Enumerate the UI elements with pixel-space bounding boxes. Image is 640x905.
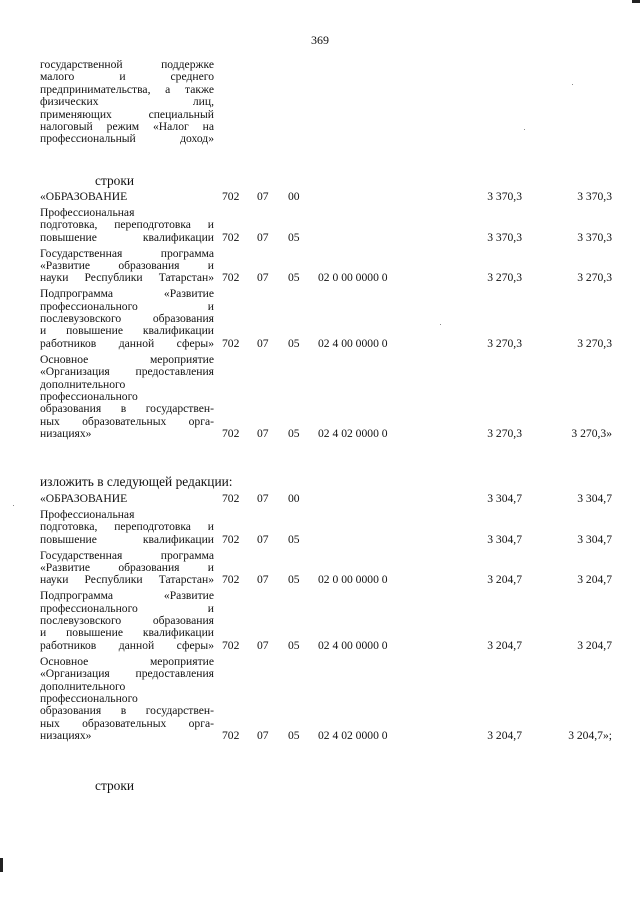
amount-year-2: 3 304,7	[577, 492, 612, 505]
scan-speck	[440, 324, 441, 325]
code-target: 02 0 00 0000 0	[318, 271, 388, 285]
code-section: 07	[257, 573, 269, 587]
amount-year-2: 3 204,7	[577, 638, 612, 652]
text-line: Профессиональная	[40, 507, 135, 521]
text-line: науки Республики Татарстан»	[40, 573, 214, 587]
code-ved: 702	[222, 427, 240, 441]
text-line: работников данной сферы»	[40, 336, 214, 350]
code-subsection: 05	[288, 638, 300, 652]
code-section: 07	[257, 230, 269, 244]
row-description	[40, 248, 214, 285]
amount-year-2: 3 204,7»;	[568, 729, 612, 743]
heading-rows: строки	[95, 173, 135, 188]
row-description	[40, 656, 214, 743]
code-section: 07	[257, 271, 269, 285]
amount-year-1: 3 204,7	[487, 729, 522, 743]
amount-year-1: 3 304,7	[487, 492, 522, 505]
amount-year-1: 3 304,7	[487, 532, 522, 546]
row-description	[40, 590, 214, 652]
text-line: «ОБРАЗОВАНИЕ	[40, 492, 128, 505]
scan-edge-mark	[632, 0, 640, 3]
text-line: «Организация предоставления	[40, 365, 214, 379]
text-line: «Развитие образования и	[40, 258, 214, 272]
row-description	[40, 191, 214, 203]
amount-year-2: 3 270,3	[577, 271, 612, 285]
text-line: налоговый режим «Налог на	[40, 119, 214, 133]
row-description	[40, 550, 214, 587]
amount-year-1: 3 270,3	[487, 336, 522, 350]
code-target: 02 0 00 0000 0	[318, 573, 388, 587]
row-description	[40, 493, 214, 505]
code-section: 07	[257, 336, 269, 350]
heading-edit: изложить в следующей редакции:	[40, 474, 233, 489]
amount-year-2: 3 304,7	[577, 532, 612, 546]
code-subsection: 00	[288, 492, 300, 505]
text-line: повышение квалификации	[40, 532, 214, 546]
text-line: «Развитие образования и	[40, 560, 214, 574]
text-line: и повышение квалификации	[40, 324, 214, 338]
code-subsection: 00	[288, 190, 300, 203]
code-ved: 702	[222, 336, 240, 350]
code-ved: 702	[222, 638, 240, 652]
text-line: Подпрограмма «Развитие	[40, 287, 214, 301]
code-subsection: 05	[288, 336, 300, 350]
text-line: низациях»	[40, 427, 92, 441]
code-subsection: 05	[288, 230, 300, 244]
code-target: 02 4 02 0000 0	[318, 729, 388, 743]
code-section: 07	[257, 492, 269, 505]
row-description	[40, 509, 214, 546]
scan-speck	[13, 505, 14, 506]
text-line: Основное мероприятие	[40, 654, 214, 668]
row-description	[40, 288, 214, 350]
code-ved: 702	[222, 190, 240, 203]
code-subsection: 05	[288, 729, 300, 743]
text-line: подготовка, переподготовка и	[40, 218, 214, 232]
text-line: физических лиц,	[40, 95, 214, 109]
text-line: послевузовского образования	[40, 312, 214, 326]
code-ved: 702	[222, 729, 240, 743]
text-line: ных образовательных орга-	[40, 716, 214, 730]
amount-year-1: 3 370,3	[487, 190, 522, 203]
text-line: повышение квалификации	[40, 230, 214, 244]
text-line: дополнительного	[40, 377, 126, 391]
text-line: профессионального и	[40, 601, 214, 615]
code-section: 07	[257, 729, 269, 743]
code-ved: 702	[222, 271, 240, 285]
text-line: дополнительного	[40, 679, 126, 693]
row-description	[40, 207, 214, 244]
heading-rows-bottom: строки	[95, 778, 135, 793]
amount-year-2: 3 270,3	[577, 336, 612, 350]
amount-year-2: 3 204,7	[577, 573, 612, 587]
text-line: образования в государствен-	[40, 704, 214, 718]
text-line: профессионального	[40, 691, 138, 705]
amount-year-2: 3 270,3»	[571, 427, 612, 441]
text-line: предпринимательства, а также	[40, 82, 214, 96]
code-target: 02 4 02 0000 0	[318, 427, 388, 441]
text-line: «Организация предоставления	[40, 667, 214, 681]
intro-text	[40, 59, 214, 146]
amount-year-1: 3 204,7	[487, 638, 522, 652]
amount-year-1: 3 204,7	[487, 573, 522, 587]
text-line: Подпрограмма «Развитие	[40, 589, 214, 603]
amount-year-1: 3 370,3	[487, 230, 522, 244]
code-section: 07	[257, 638, 269, 652]
page-number: 369	[311, 33, 329, 47]
text-line: малого и среднего	[40, 70, 214, 84]
text-line: низациях»	[40, 729, 92, 743]
text-line: и повышение квалификации	[40, 626, 214, 640]
code-target: 02 4 00 0000 0	[318, 336, 388, 350]
code-section: 07	[257, 190, 269, 203]
code-section: 07	[257, 532, 269, 546]
code-subsection: 05	[288, 271, 300, 285]
amount-year-1: 3 270,3	[487, 271, 522, 285]
text-line: Государственная программа	[40, 548, 214, 562]
code-section: 07	[257, 427, 269, 441]
code-ved: 702	[222, 573, 240, 587]
scan-speck	[572, 84, 573, 85]
scan-speck	[524, 129, 525, 130]
text-line: Профессиональная	[40, 205, 135, 219]
row-description	[40, 354, 214, 441]
text-line: профессионального	[40, 389, 138, 403]
text-line: ных образовательных орга-	[40, 414, 214, 428]
code-subsection: 05	[288, 573, 300, 587]
text-line: «ОБРАЗОВАНИЕ	[40, 190, 128, 203]
code-ved: 702	[222, 532, 240, 546]
text-line: Государственная программа	[40, 246, 214, 260]
text-line: работников данной сферы»	[40, 638, 214, 652]
code-ved: 702	[222, 230, 240, 244]
code-ved: 702	[222, 492, 240, 505]
text-line: образования в государствен-	[40, 402, 214, 416]
amount-year-2: 3 370,3	[577, 230, 612, 244]
amount-year-2: 3 370,3	[577, 190, 612, 203]
text-line: государственной поддержке	[40, 58, 214, 71]
scan-edge-mark	[0, 858, 3, 872]
amount-year-1: 3 270,3	[487, 427, 522, 441]
text-line: применяющих специальный	[40, 107, 214, 121]
text-line: подготовка, переподготовка и	[40, 520, 214, 534]
code-target: 02 4 00 0000 0	[318, 638, 388, 652]
code-subsection: 05	[288, 427, 300, 441]
text-line: профессионального и	[40, 299, 214, 313]
text-line: послевузовского образования	[40, 614, 214, 628]
text-line: Основное мероприятие	[40, 352, 214, 366]
text-line: науки Республики Татарстан»	[40, 271, 214, 285]
text-line: профессиональный доход»	[40, 132, 214, 146]
code-subsection: 05	[288, 532, 300, 546]
